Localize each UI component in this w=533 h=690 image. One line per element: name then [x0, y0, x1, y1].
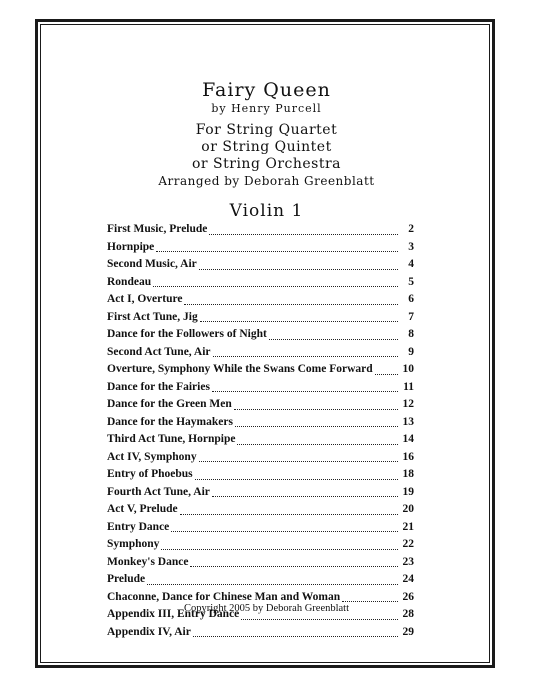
toc-entry — [107, 449, 414, 467]
instrumentation-line-3: or String Orchestra — [191, 156, 342, 172]
toc-entry-title: Dance for the Fairies — [107, 380, 210, 393]
dot-leader — [156, 250, 398, 252]
toc-entry — [107, 414, 414, 432]
toc-entry-page-number: 28 — [402, 608, 414, 620]
dot-leader — [234, 408, 398, 410]
toc-entry — [107, 466, 414, 484]
toc-entry-title: Hornpipe — [107, 240, 155, 253]
dot-leader — [213, 355, 398, 357]
toc-entry — [107, 291, 414, 309]
toc-entry-page-number: 6 — [408, 293, 414, 305]
toc-entry — [107, 624, 414, 642]
toc-entry-title: Fourth Act Tune, Air — [107, 485, 210, 498]
part-name: Violin 1 — [229, 201, 304, 221]
toc-entry — [107, 379, 414, 397]
toc-entry-page-number: 8 — [408, 328, 414, 340]
toc-entry — [107, 221, 414, 239]
toc-entry-title: Dance for the Haymakers — [107, 415, 233, 428]
instrumentation-line-1: For String Quartet — [195, 122, 338, 138]
toc-entry-title: Act IV, Symphony — [107, 450, 197, 463]
toc-entry-page-number: 29 — [402, 625, 414, 638]
toc-entry-page-number: 26 — [402, 590, 414, 603]
toc-entry — [107, 309, 414, 327]
toc-entry-title: Act V, Prelude — [107, 503, 178, 515]
toc-entry — [107, 361, 414, 379]
dot-leader — [241, 618, 398, 620]
dot-leader — [180, 513, 398, 515]
toc-entry-page-number: 21 — [402, 520, 414, 533]
toc-entry-page-number: 18 — [402, 468, 414, 480]
toc-entry-title: Third Act Tune, Hornpipe — [107, 433, 236, 445]
dot-leader — [199, 460, 398, 462]
toc-entry-page-number: 4 — [408, 258, 414, 270]
toc-entry-title: First Music, Prelude — [107, 223, 208, 235]
toc-entry-page-number: 23 — [402, 555, 414, 568]
toc-entry — [107, 256, 414, 274]
dot-leader — [190, 565, 398, 567]
arranger-line: Arranged by Deborah Greenblatt — [158, 174, 375, 188]
dot-leader — [147, 583, 398, 585]
toc-entry-title: Dance for the Green Men — [107, 398, 232, 410]
toc-entry-title: First Act Tune, Jig — [107, 310, 198, 323]
dot-leader — [342, 600, 398, 602]
dot-leader — [193, 635, 398, 637]
toc-entry — [107, 344, 414, 362]
title-block — [0, 78, 533, 221]
dot-leader — [200, 320, 398, 322]
toc-entry-page-number: 9 — [408, 345, 414, 358]
toc-entry — [107, 554, 414, 572]
toc-entry-title: Monkey's Dance — [107, 555, 189, 568]
toc-entry-title: Symphony — [107, 538, 160, 550]
toc-entry-page-number: 19 — [402, 485, 414, 498]
toc-entry-title: Overture, Symphony While the Swans Come Forward — [107, 363, 373, 375]
dot-leader — [375, 373, 398, 375]
dot-leader — [212, 390, 398, 392]
dot-leader — [212, 495, 398, 497]
toc-entry-page-number: 20 — [402, 503, 414, 515]
dot-leader — [184, 303, 398, 305]
toc-entry — [107, 519, 414, 537]
toc-entry-page-number: 2 — [408, 223, 414, 235]
toc-entry — [107, 536, 414, 554]
dot-leader — [153, 285, 398, 287]
toc-entry-page-number: 24 — [402, 573, 414, 585]
dot-leader — [237, 443, 398, 445]
toc-entry-title: Dance for the Followers of Night — [107, 328, 267, 340]
instrumentation-line-2: or String Quintet — [201, 139, 332, 155]
toc-entry-title: Appendix III, Entry Dance — [107, 608, 240, 620]
work-title: Fairy Queen — [202, 79, 331, 101]
toc-entry-title: Chaconne, Dance for Chinese Man and Woman — [107, 590, 341, 603]
toc-entry-page-number: 10 — [402, 363, 414, 375]
toc-entry-page-number: 16 — [402, 450, 414, 463]
toc-entry-page-number: 13 — [402, 415, 414, 428]
toc-entry-page-number: 12 — [402, 398, 414, 410]
toc-entry-title: Rondeau — [107, 275, 152, 288]
toc-entry-page-number: 7 — [408, 310, 414, 323]
toc-entry — [107, 326, 414, 344]
dot-leader — [195, 478, 398, 480]
toc-entry — [107, 484, 414, 502]
table-of-contents — [107, 221, 414, 641]
toc-entry-title: Act I, Overture — [107, 293, 183, 305]
toc-entry-title: Entry Dance — [107, 520, 170, 533]
toc-entry — [107, 274, 414, 292]
dot-leader — [199, 268, 398, 270]
dot-leader — [269, 338, 398, 340]
toc-entry-title: Second Act Tune, Air — [107, 345, 211, 358]
toc-entry-page-number: 5 — [408, 275, 414, 288]
dot-leader — [171, 530, 398, 532]
toc-entry — [107, 431, 414, 449]
toc-entry-title: Second Music, Air — [107, 258, 197, 270]
toc-entry — [107, 396, 414, 414]
toc-entry-title: Prelude — [107, 573, 146, 585]
toc-entry — [107, 239, 414, 257]
dot-leader — [235, 425, 398, 427]
dot-leader — [161, 548, 398, 550]
toc-entry-title: Entry of Phoebus — [107, 468, 193, 480]
toc-entry-page-number: 22 — [402, 538, 414, 550]
toc-entry-page-number: 3 — [408, 240, 414, 253]
toc-entry — [107, 501, 414, 519]
composer-line: by Henry Purcell — [211, 102, 322, 115]
toc-entry — [107, 571, 414, 589]
toc-entry-page-number: 14 — [402, 433, 414, 445]
toc-entry-page-number: 11 — [403, 380, 414, 393]
dot-leader — [209, 233, 398, 235]
copyright-notice: Copyright 2005 by Deborah Greenblatt — [183, 603, 350, 614]
toc-entry-title: Appendix IV, Air — [107, 625, 191, 638]
